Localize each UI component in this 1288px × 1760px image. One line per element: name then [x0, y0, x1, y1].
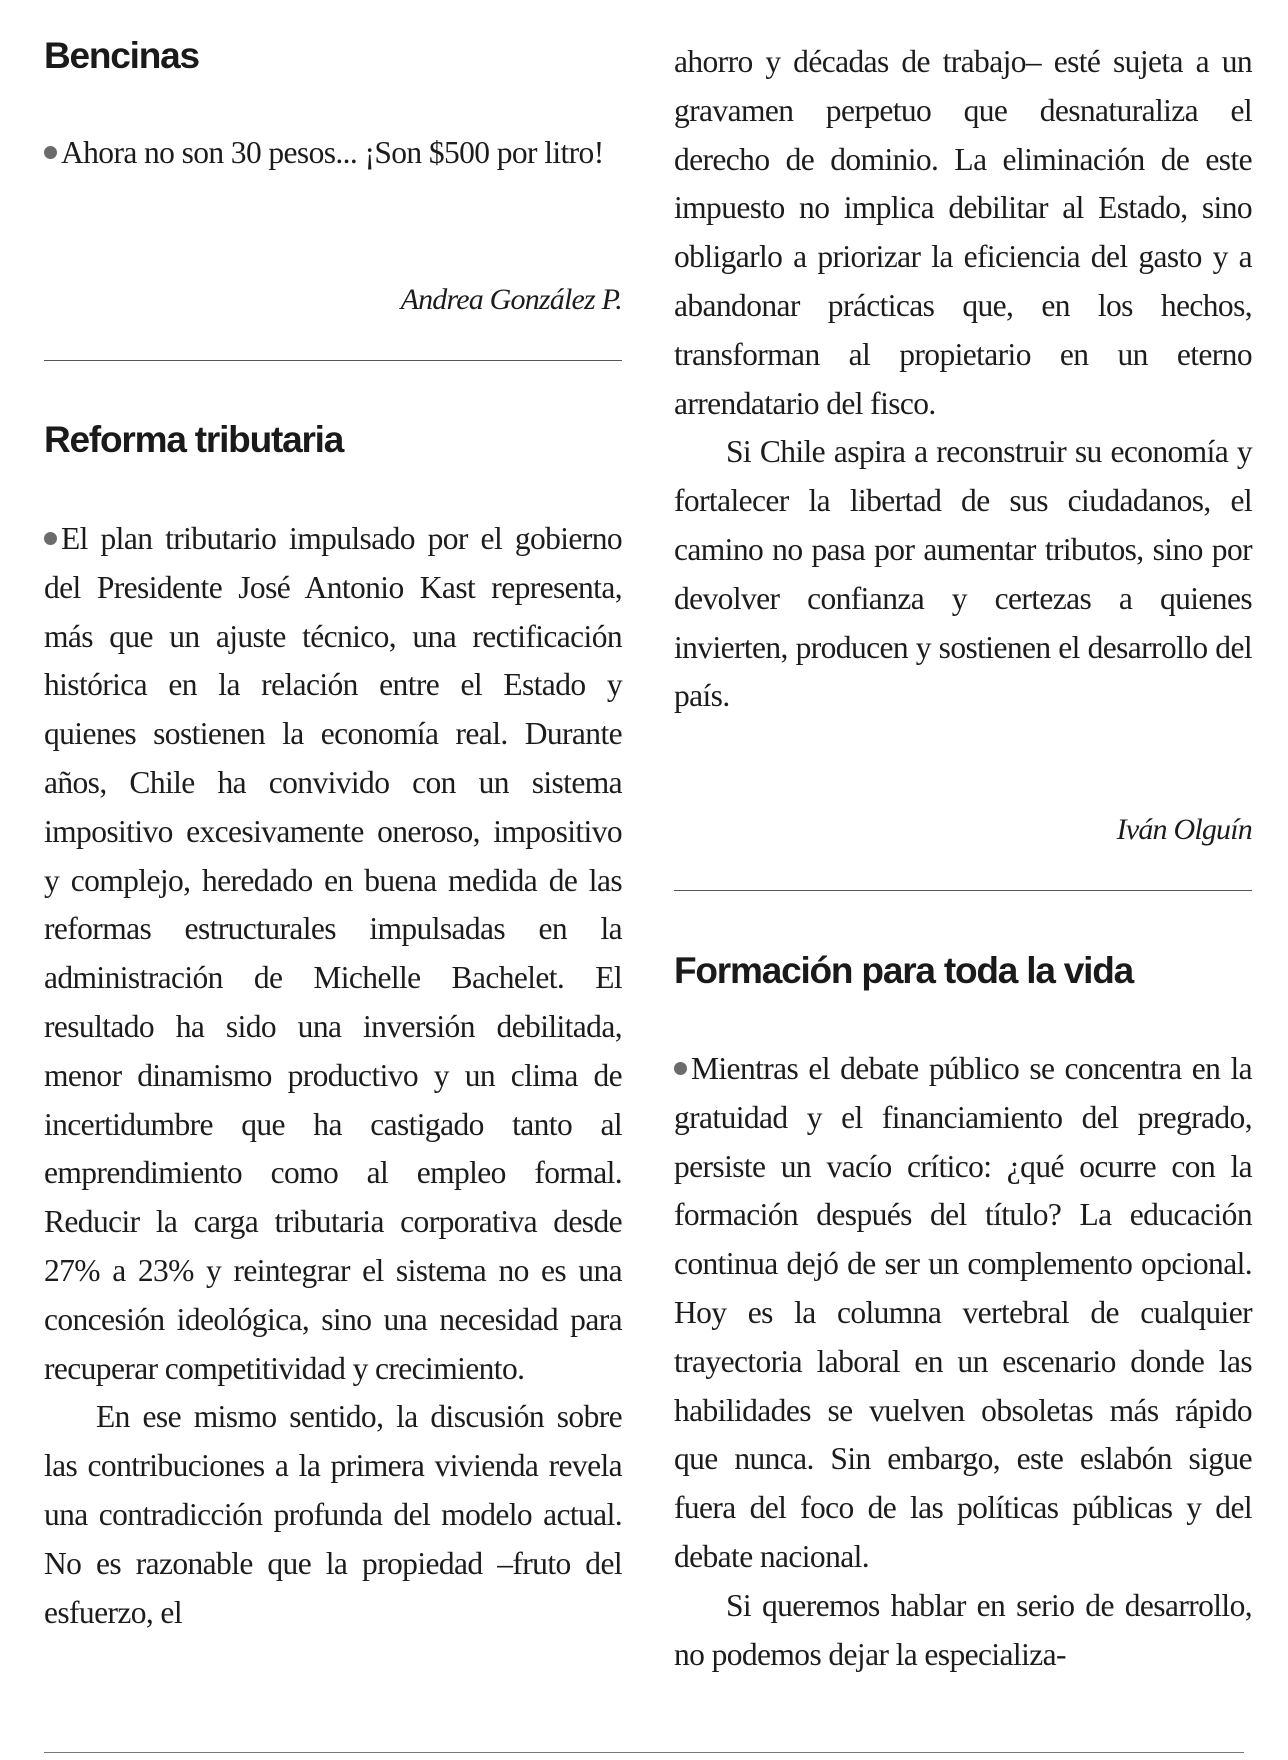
letter-reforma-title — [44, 418, 622, 462]
letter-paragraph: El plan tributario impulsado por el gobierno del Presidente José Antonio Kast representa, más que un ajuste técnico, una rectificación histórica en la relación entre el Estado y quienes sostienen la economía real. Durante años, Chile ha convivido con un sistema impositivo excesivamente oneroso, impositivo y complejo, heredado en buena medida de las reformas estructurales impulsadas en la administración de Michelle Bachelet. El resultado ha sido una inversión debilitada, menor dinamismo productivo y un clima de incertidumbre que ha castigado tanto al emprendimiento como al empleo formal. Reducir la carga tributaria corporativa desde 27% a 23% y reintegrar el sistema no es una concesión ideológica, sino una necesidad para recuperar competitividad y crecimiento. — [44, 521, 622, 1386]
letter-reforma-body — [44, 515, 622, 1637]
letter-formacion-body — [674, 1045, 1252, 1679]
letter-signature — [674, 810, 1252, 850]
section-divider — [44, 360, 622, 361]
letter-author: Iván Olguín — [1116, 813, 1252, 846]
letter-reforma-continuation — [674, 38, 1252, 721]
letter-paragraph: En ese mismo sentido, la discusión sobre las contribuciones a la primera vivienda revela una contradicción profunda del modelo actual. No es razonable que la propiedad –fruto del esfuerzo, el — [44, 1399, 622, 1630]
letter-paragraph: ahorro y décadas de trabajo– esté sujeta a un gravamen perpetuo que desnaturaliza el derecho de dominio. La eliminación de este impuesto no implica debilitar al Estado, sino obligarlo a priorizar la eficiencia del gasto y a abandonar prácticas que, en los hechos, transforman al propietario en un eterno arrendatario del fisco. — [674, 44, 1252, 421]
letter-formacion-title — [674, 949, 1252, 993]
page-bottom-divider — [44, 1752, 1244, 1753]
section-divider — [674, 890, 1252, 891]
divider-line — [674, 890, 1252, 891]
divider-line — [44, 360, 622, 361]
letter-bencinas — [44, 34, 622, 78]
letter-heading: Bencinas — [44, 35, 199, 76]
letter-bencinas-body — [44, 129, 622, 178]
letter-heading: Formación para toda la vida — [674, 950, 1134, 991]
letter-paragraph: Si queremos hablar en serio de desarrollo, no podemos dejar la especializa- — [674, 1587, 1252, 1672]
bullet-icon — [44, 146, 57, 159]
letter-signature — [44, 280, 622, 320]
letter-paragraph: Si Chile aspira a reconstruir su economía y fortalecer la libertad de sus ciudadanos, el camino no pasa por aumentar tributos, sino por devolver confianza y certezas a quienes invierten, producen y sostienen el desarrollo del país. — [674, 434, 1252, 714]
letter-paragraph: Ahora no son 30 pesos... ¡Son $500 por litro! — [44, 129, 622, 178]
bullet-icon — [44, 532, 57, 545]
bullet-icon — [674, 1062, 687, 1075]
letter-heading: Reforma tributaria — [44, 419, 344, 460]
letter-paragraph: Mientras el debate público se concentra en la gratuidad y el financiamiento del pregrado, persiste un vacío crítico: ¿qué ocurre con la formación después del título? La educación continua dejó de ser un complemento opcional. Hoy es la columna vertebral de cualquier trayectoria laboral en un escenario donde las habilidades se vuelven obsoletas más rápido que nunca. Sin embargo, este eslabón sigue fuera del foco de las políticas públicas y del debate nacional. — [674, 1051, 1252, 1574]
letter-author: Andrea González P. — [400, 283, 622, 316]
